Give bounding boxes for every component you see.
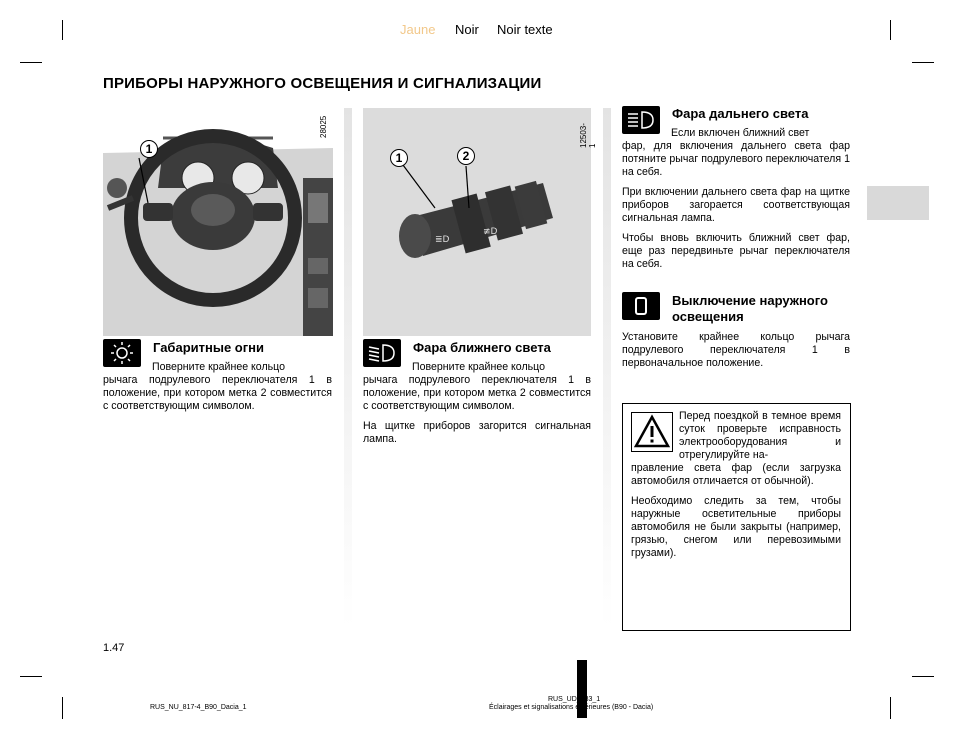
crop-mark	[912, 62, 934, 63]
stalk-illustration	[363, 108, 591, 336]
paragraph: Чтобы вновь включить ближний свет фар, еще раз передвиньте рычаг переключателя на себя.	[622, 232, 850, 270]
svg-text:≢D: ≢D	[483, 227, 498, 237]
callout-2: 2	[457, 147, 475, 165]
dashboard-figure	[103, 108, 333, 336]
section-heading: Габаритные огни	[153, 340, 264, 355]
section-heading: Выключение наружного освещения	[672, 293, 828, 324]
section-heading: Фара дальнего света	[672, 106, 809, 121]
stalk-figure	[363, 108, 597, 336]
paragraph: При включении дальнего света фар на щитке приборов загорается соответствующая сигнальная лампа.	[622, 186, 850, 224]
footer-right-title: Éclairages et signalisations extérieures (B90 - Dacia)	[489, 704, 654, 711]
column-separator	[603, 108, 611, 628]
crop-mark	[62, 697, 63, 719]
crop-mark	[890, 20, 891, 40]
paragraph: рычага подрулевого переключателя 1 в положение, при котором метка 2 совместится с соответствующим символом.	[103, 374, 332, 412]
paragraph: Поверните крайнее кольцо	[412, 361, 546, 373]
paragraph: рычага подрулевого переключателя 1 в положение, при котором метка 2 совместится с соответствующим символом.	[363, 374, 591, 412]
svg-text:≣D: ≣D	[435, 235, 450, 245]
color-label-noir: Noir	[455, 22, 479, 37]
color-label-jaune: Jaune	[400, 22, 436, 37]
warning-box	[622, 403, 851, 631]
crop-mark	[20, 676, 42, 677]
column-separator	[344, 108, 352, 628]
paragraph: Перед поездкой в темное время суток проверьте исправность электрооборудования и отрегулируйте на-	[679, 410, 841, 461]
figure-ref: 12503-1	[579, 123, 597, 148]
callout-1: 1	[390, 149, 408, 167]
page-title: ПРИБОРЫ НАРУЖНОГО ОСВЕЩЕНИЯ И СИГНАЛИЗАЦИИ	[103, 75, 542, 92]
color-label-noir-texte: Noir texte	[497, 22, 553, 37]
section-text	[363, 361, 591, 453]
section-heading: Фара ближнего света	[413, 340, 551, 355]
footer-left: RUS_NU_817-4_B90_Dacia_1	[150, 704, 247, 711]
section-text	[103, 361, 332, 420]
paragraph: На щитке приборов загорится сигнальная лампа.	[363, 420, 591, 445]
warning-text	[631, 410, 841, 567]
chapter-tab	[867, 186, 929, 220]
callout-1: 1	[140, 140, 158, 158]
footer-right-code: RUS_UD__33_1	[548, 696, 601, 703]
figure-ref: 28025	[319, 115, 328, 138]
paragraph: фар, для включения дальнего света фар потяните рычаг подрулевого переключателя 1 на себя.	[622, 140, 850, 178]
paragraph: Установите крайнее кольцо рычага подрулевого переключателя 1 в первоначальное положение.	[622, 331, 850, 369]
section-text	[622, 331, 850, 377]
paragraph: правление света фар (если загрузка автомобиля отличается от обычной).	[631, 462, 841, 487]
crop-mark	[912, 676, 934, 677]
paragraph: Если включен ближний свет	[671, 127, 810, 139]
paragraph: Поверните крайнее кольцо	[152, 361, 286, 373]
lights-off-icon	[622, 292, 660, 320]
dashboard-illustration	[103, 108, 333, 336]
crop-mark	[20, 62, 42, 63]
page-number: 1.47	[103, 642, 125, 654]
crop-mark	[890, 697, 891, 719]
paragraph: Необходимо следить за тем, чтобы наружные осветительные приборы автомобиля не были закрыты (например, грязью, снегом или перевозимыми грузами).	[631, 495, 841, 559]
crop-mark	[62, 20, 63, 40]
section-text	[622, 127, 850, 278]
